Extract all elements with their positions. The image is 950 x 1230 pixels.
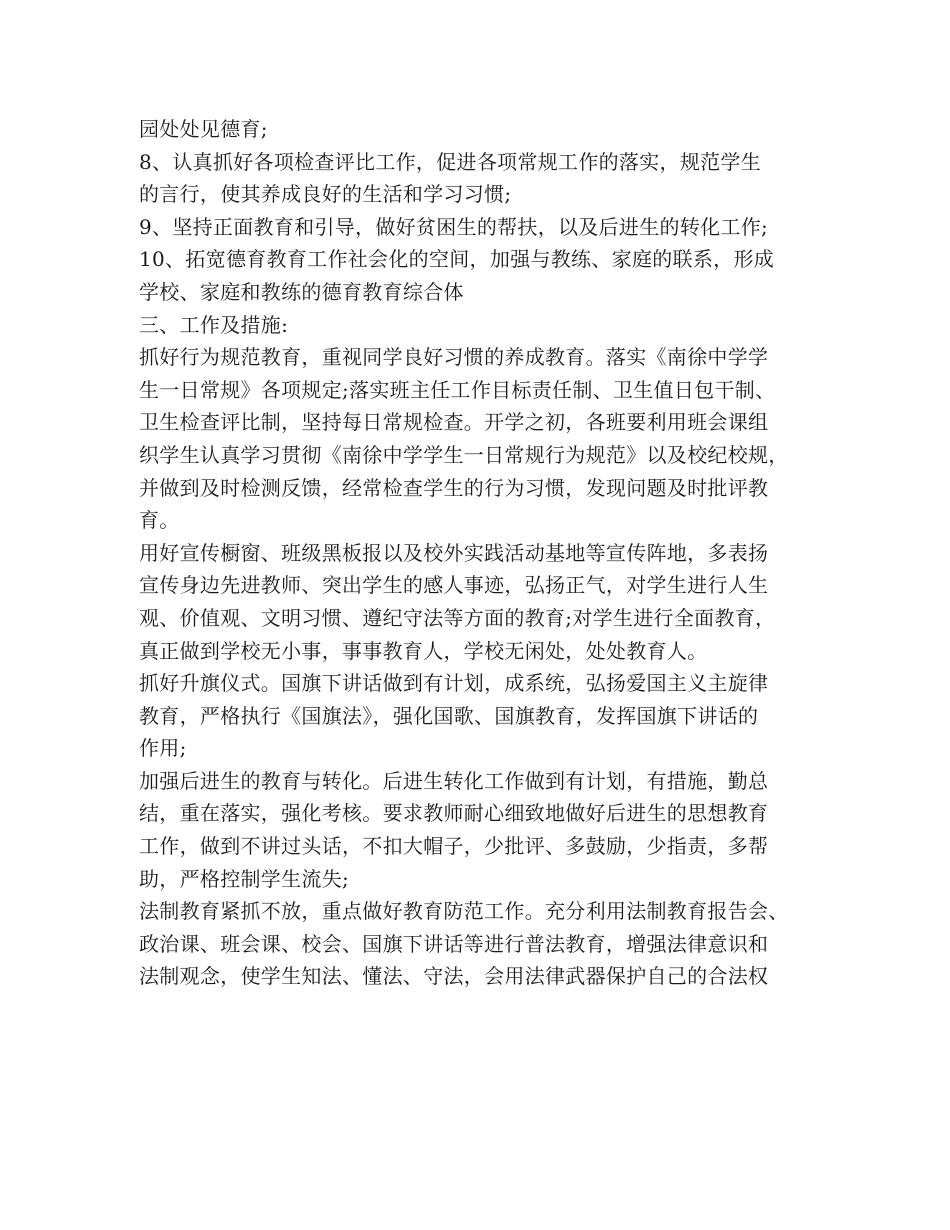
text-line: 作用; xyxy=(139,736,187,761)
text-line: 加强后进生的教育与转化。后进生转化工作做到有计划，有措施，勤总 xyxy=(139,768,769,793)
text-line: 法制观念，使学生知法、懂法、守法，会用法律武器保护自己的合法权 xyxy=(139,964,769,989)
text-line: 织学生认真学习贯彻《南徐中学学生一日常规行为规范》以及校纪校规， xyxy=(139,442,789,467)
text-line: 学校、家庭和教练的德育教育综合体 xyxy=(139,279,464,304)
text-line: 园处处见德育; xyxy=(139,117,268,141)
text-line: 工作，做到不讲过头话，不扣大帽子，少批评、多鼓励，少指责，多帮 xyxy=(139,834,769,859)
text-line: 并做到及时检测反馈，经常检查学生的行为习惯，发现问题及时批评教 xyxy=(139,475,769,500)
text-line: 9、坚持正面教育和引导，做好贫困生的帮扶，以及后进生的转化工作; xyxy=(139,214,769,239)
text-line: 真正做到学校无小事，事事教育人，学校无闲处，处处教育人。 xyxy=(139,638,708,663)
text-line: 宣传身边先进教师、突出学生的感人事迹，弘扬正气，对学生进行人生 xyxy=(139,573,769,598)
text-line: 抓好升旗仪式。国旗下讲话做到有计划，成系统，弘扬爱国主义主旋律 xyxy=(139,671,769,696)
text-line: 生一日常规》各项规定;落实班主任工作目标责任制、卫生值日包干制、 xyxy=(139,377,776,402)
text-line: 法制教育紧抓不放，重点做好教育防范工作。充分利用法制教育报告会、 xyxy=(139,899,789,924)
text-line: 的言行，使其养成良好的生活和学习习惯; xyxy=(139,182,512,207)
text-line: 用好宣传橱窗、班级黑板报以及校外实践活动基地等宣传阵地，多表扬 xyxy=(139,540,769,565)
document-body xyxy=(139,113,839,993)
text-line: 抓好行为规范教育，重视同学良好习惯的养成教育。落实《南徐中学学 xyxy=(139,345,769,370)
section-heading: 三、工作及措施: xyxy=(139,312,289,337)
text-line: 育。 xyxy=(139,508,180,533)
text-line: 10、拓宽德育教育工作社会化的空间，加强与教练、家庭的联系，形成 xyxy=(139,247,775,272)
text-line: 教育，严格执行《国旗法》，强化国歌、国旗教育，发挥国旗下讲话的 xyxy=(139,703,759,728)
text-line: 8、认真抓好各项检查评比工作，促进各项常规工作的落实，规范学生 xyxy=(139,149,762,174)
text-line: 观、价值观、文明习惯、遵纪守法等方面的教育;对学生进行全面教育， xyxy=(139,605,776,630)
text-line: 政治课、班会课、校会、国旗下讲话等进行普法教育，增强法律意识和 xyxy=(139,931,769,956)
text-line: 助，严格控制学生流失; xyxy=(139,866,350,891)
text-line: 结，重在落实，强化考核。要求教师耐心细致地做好后进生的思想教育 xyxy=(139,801,769,826)
text-line: 卫生检查评比制，坚持每日常规检查。开学之初，各班要利用班会课组 xyxy=(139,410,769,435)
